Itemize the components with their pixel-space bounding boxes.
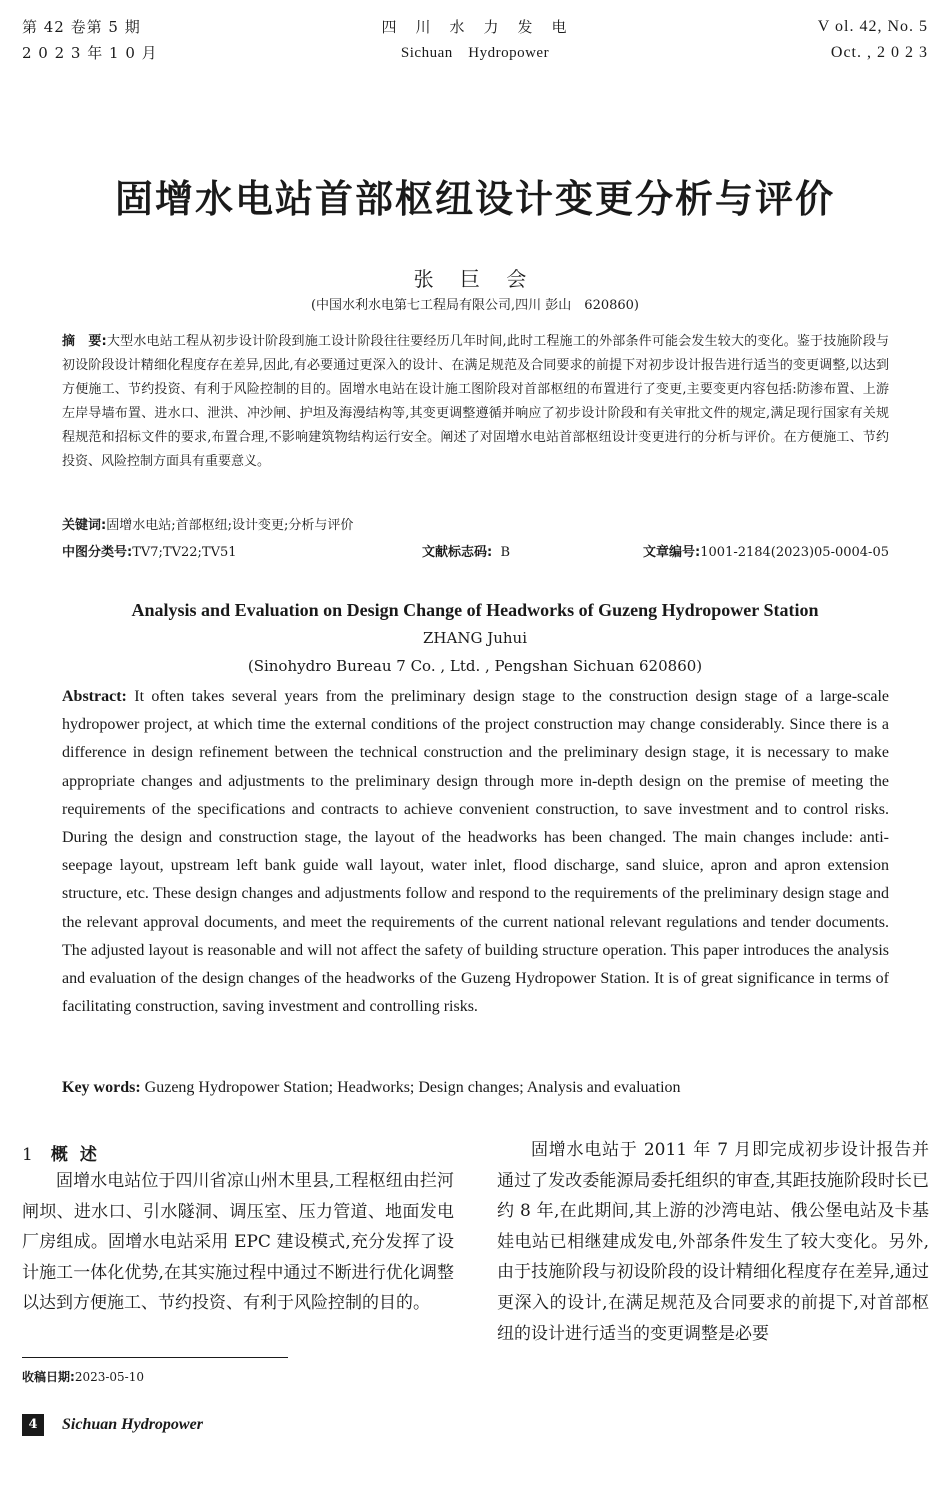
document-code [422, 541, 510, 560]
english-affiliation: (Sinohydro Bureau 7 Co. , Ltd. , Pengshan Sichuan 620860) [247, 657, 703, 675]
english-author: ZHANG Juhui [422, 629, 527, 647]
header-volume: V ol. 42, No. 5 [817, 18, 928, 35]
document-code-label: 文献标志码: [422, 545, 493, 560]
abstract-cn-text: 大型水电站工程从初步设计阶段到施工设计阶段往往要经历几年时间,此时工程施工的外部条件可能会发生较大的变化。鉴于技施阶段与初设阶段设计精细化程度存在差异,因此,有必要通过更深入的设计、在满足规范及合同要求的前提下对初步设计报告进行适当的变更调整,以达到方便施工、节约投资、有利于风险控制的目的。固增水电站在设计施工图阶段对首部枢纽的布置进行了变更,主要变更内容包括:防渗布置、上游左岸导墙布置、进水口、泄洪、冲沙闸、护坦及海漫结构等,其变更调整遵循并响应了初步设计阶段和有关审批文件的规定,满足现行国家有关规程规范和招标文件的要求,布置合理,不影响建筑物结构运行安全。阐述了对固增水电站首部枢纽设计变更进行的分析与评价。在方便施工、节约投资、风险控制方面具有重要意义。 [62, 334, 890, 469]
article-number [643, 541, 889, 560]
keywords-cn [62, 514, 353, 533]
keywords-cn-text: 固增水电站;首部枢纽;设计变更;分析与评价 [106, 518, 354, 533]
clc-value: TV7;TV22;TV51 [132, 545, 237, 560]
body-left-paragraph: 固增水电站位于四川省凉山州木里县,工程枢纽由拦河闸坝、进水口、引水隧洞、调压室、压力管道、地面发电厂房组成。固增水电站采用 EPC 建设模式,充分发挥了设计施工一体化优势,在其实施过程中通过不断进行优化调整以达到方便施工、节约投资、有利于风险控制的目的。 [22, 1171, 454, 1314]
abstract-en [62, 683, 889, 1021]
abstract-en-text: It often takes several years from the preliminary design stage to the construction design stage of a large-scale hydropower project, at which time the external conditions of the project construction may change considerably. Since there is a difference in design refinement between the technical construction and the preliminary design stage, it is necessary to make appropriate changes and adjustments to the preliminary design through more in-depth design on the premise of meeting the requirements of the specifications and contracts to achieve convenient construction, to save investment and to control risks. During the design and construction stage, the layout of the headworks has been changed. The main changes include: anti-seepage layout, upstream left bank guide wall layout, water inlet, flood discharge, sand sluice, apron and apron extension structure, etc. These design changes and adjustments follow and respond to the requirements of the preliminary design stage and the relevant approval documents, and meet the requirements of the current national relevant regulations and tender documents. The adjusted layout is reasonable and will not affect the safety of building structure operation. This paper introduces the analysis and evaluation of the design changes of the headworks of the Guzeng Hydropower Station. It is of great significance in terms of facilitating construction, saving investment and controlling risks. [62, 688, 889, 1016]
header-month: Oct. , 2 0 2 3 [830, 44, 928, 61]
abstract-en-label: Abstract: [62, 688, 127, 705]
section-heading [22, 1140, 109, 1165]
article-number-label: 文章编号: [643, 545, 701, 560]
abstract-cn [62, 330, 889, 474]
clc-label: 中图分类号: [62, 545, 133, 560]
footnote-rule [22, 1357, 288, 1358]
footer-journal: Sichuan Hydropower [62, 1416, 203, 1433]
english-title: Analysis and Evaluation on Design Change of Headworks of Guzeng Hydropower Station [131, 600, 819, 620]
affiliation-cn: (中国水利水电第七工程局有限公司,四川 彭山 620860) [310, 298, 640, 313]
header-date: 2 0 2 3 年 1 0 月 [22, 44, 158, 62]
section-number: 1 [22, 1145, 33, 1165]
header-issue: 第 42 卷第 5 期 [22, 18, 141, 36]
keywords-en-label: Key words: [62, 1079, 141, 1096]
clc-number [62, 541, 237, 560]
document-code-value: B [500, 545, 511, 560]
page-number: 4 [22, 1414, 44, 1436]
keywords-en [62, 1079, 681, 1097]
received-date-label: 收稿日期: [22, 1370, 75, 1384]
page-title: 固增水电站首部枢纽设计变更分析与评价 [114, 177, 835, 221]
body-right-paragraph: 固增水电站于 2011 年 7 月即完成初步设计报告并通过了发改委能源局委托组织的审查,其距技施阶段时长已约 8 年,在此期间,其上游的沙湾电站、俄公堡电站及卡基娃电站已相继建成发电,外部条件发生了较大变化。另外,由于技施阶段与初设阶段的设计精细化程度存在差异,通过更深入的设计,在满足规范及合同要求的前提下,对首部枢纽的设计进行适当的变更调整是必要 [497, 1140, 929, 1344]
header-journal-en: Sichuan Hydropower [400, 45, 550, 61]
article-number-value: 1001-2184(2023)05-0004-05 [700, 545, 889, 560]
received-date [22, 1368, 144, 1385]
author-cn: 张 巨 会 [413, 267, 537, 291]
keywords-cn-label: 关键词: [62, 518, 107, 533]
received-date-value: 2023-05-10 [74, 1370, 144, 1384]
abstract-cn-label: 摘 要: [62, 334, 107, 349]
header-journal-cn: 四 川 水 力 发 电 [381, 18, 569, 36]
section-title: 概述 [50, 1145, 109, 1165]
keywords-en-text: Guzeng Hydropower Station; Headworks; Design changes; Analysis and evaluation [144, 1079, 681, 1096]
